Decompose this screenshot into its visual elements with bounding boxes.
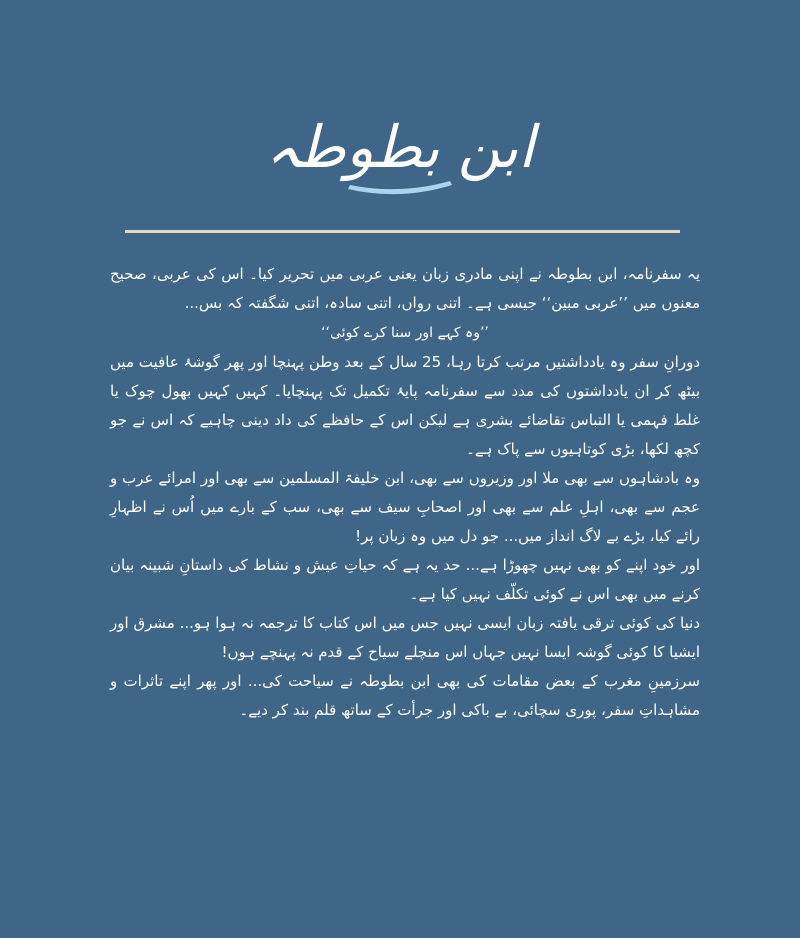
paragraph-6: سرزمینِ مغرب کے بعض مقامات کی بھی ابن بطوطہ نے سیاحت کی... اور پھر اپنے تاثرات و مشاہداتِ سفر، پوری سچائی، بے باکی اور جرأت کے ساتھ قلم بند کر دیے۔ xyxy=(110,672,700,719)
quote-line: ’’وہ کہے اور سنا کرے کوئی‘‘ xyxy=(321,325,489,341)
paragraph-5: دنیا کی کوئی ترقی یافتہ زبان ایسی نہیں جس میں اس کتاب کا ترجمہ نہ ہوا ہو... مشرق اور ایشیا کا کوئی گوشہ ایسا نہیں جہاں اس منچلے سیاح کے قدم نہ پہنچے ہوں! xyxy=(110,614,700,661)
title-calligraphy xyxy=(0,95,800,205)
divider xyxy=(125,230,680,233)
paragraph-4: اور خود اپنے کو بھی نہیں چھوڑا ہے... حد یہ ہے کہ حیاتِ عیش و نشاط کی داستانِ شبینہ بیان کرنے میں بھی اس نے کوئی تکلّف نہیں کیا ہے۔ xyxy=(110,556,700,603)
paragraph-1: یہ سفرنامہ، ابن بطوطہ نے اپنی مادری زبان یعنی عربی میں تحریر کیا۔ اس کی عربی، صحیح معنوں میں ’’عربی مبین‘‘ جیسی ہے۔ اتنی رواں، اتنی سادہ، اتنی شگفتہ کہ بس... xyxy=(110,265,700,312)
paragraph-3: وہ بادشاہوں سے بھی ملا اور وزیروں سے بھی، ابن خلیفۃ المسلمین سے بھی اور امرائے عرب و عجم سے بھی، اہلِ علم سے بھی اور اصحابِ سیف سے بھی، سب کے بارے میں اُس نے اظہارِ رائے کیا، بڑے بے لاگ انداز میں... جو دل میں وہ زبان پر! xyxy=(110,469,700,545)
page-title: ابن بطوطہ xyxy=(265,113,535,181)
calligraphy-flourish xyxy=(348,181,452,194)
paragraph-2: دورانِ سفر وہ یادداشتیں مرتب کرتا رہا، 25 سال کے بعد وطن پہنچا اور پھر گوشۂ عافیت میں بیٹھ کر ان یادداشتوں کی مدد سے سفرنامہ پایۂ تکمیل تک پہنچایا۔ کہیں کہیں بھول چوک یا غلط فہمی یا التباس تقاضائے بشری ہے لیکن اس کے حافظے کی داد دینی چاہیے کہ اس نے جو کچھ لکھا، بڑی کوتاہیوں سے پاک ہے۔ xyxy=(110,353,700,458)
blurb-text xyxy=(110,260,700,725)
title-logo xyxy=(265,95,535,205)
